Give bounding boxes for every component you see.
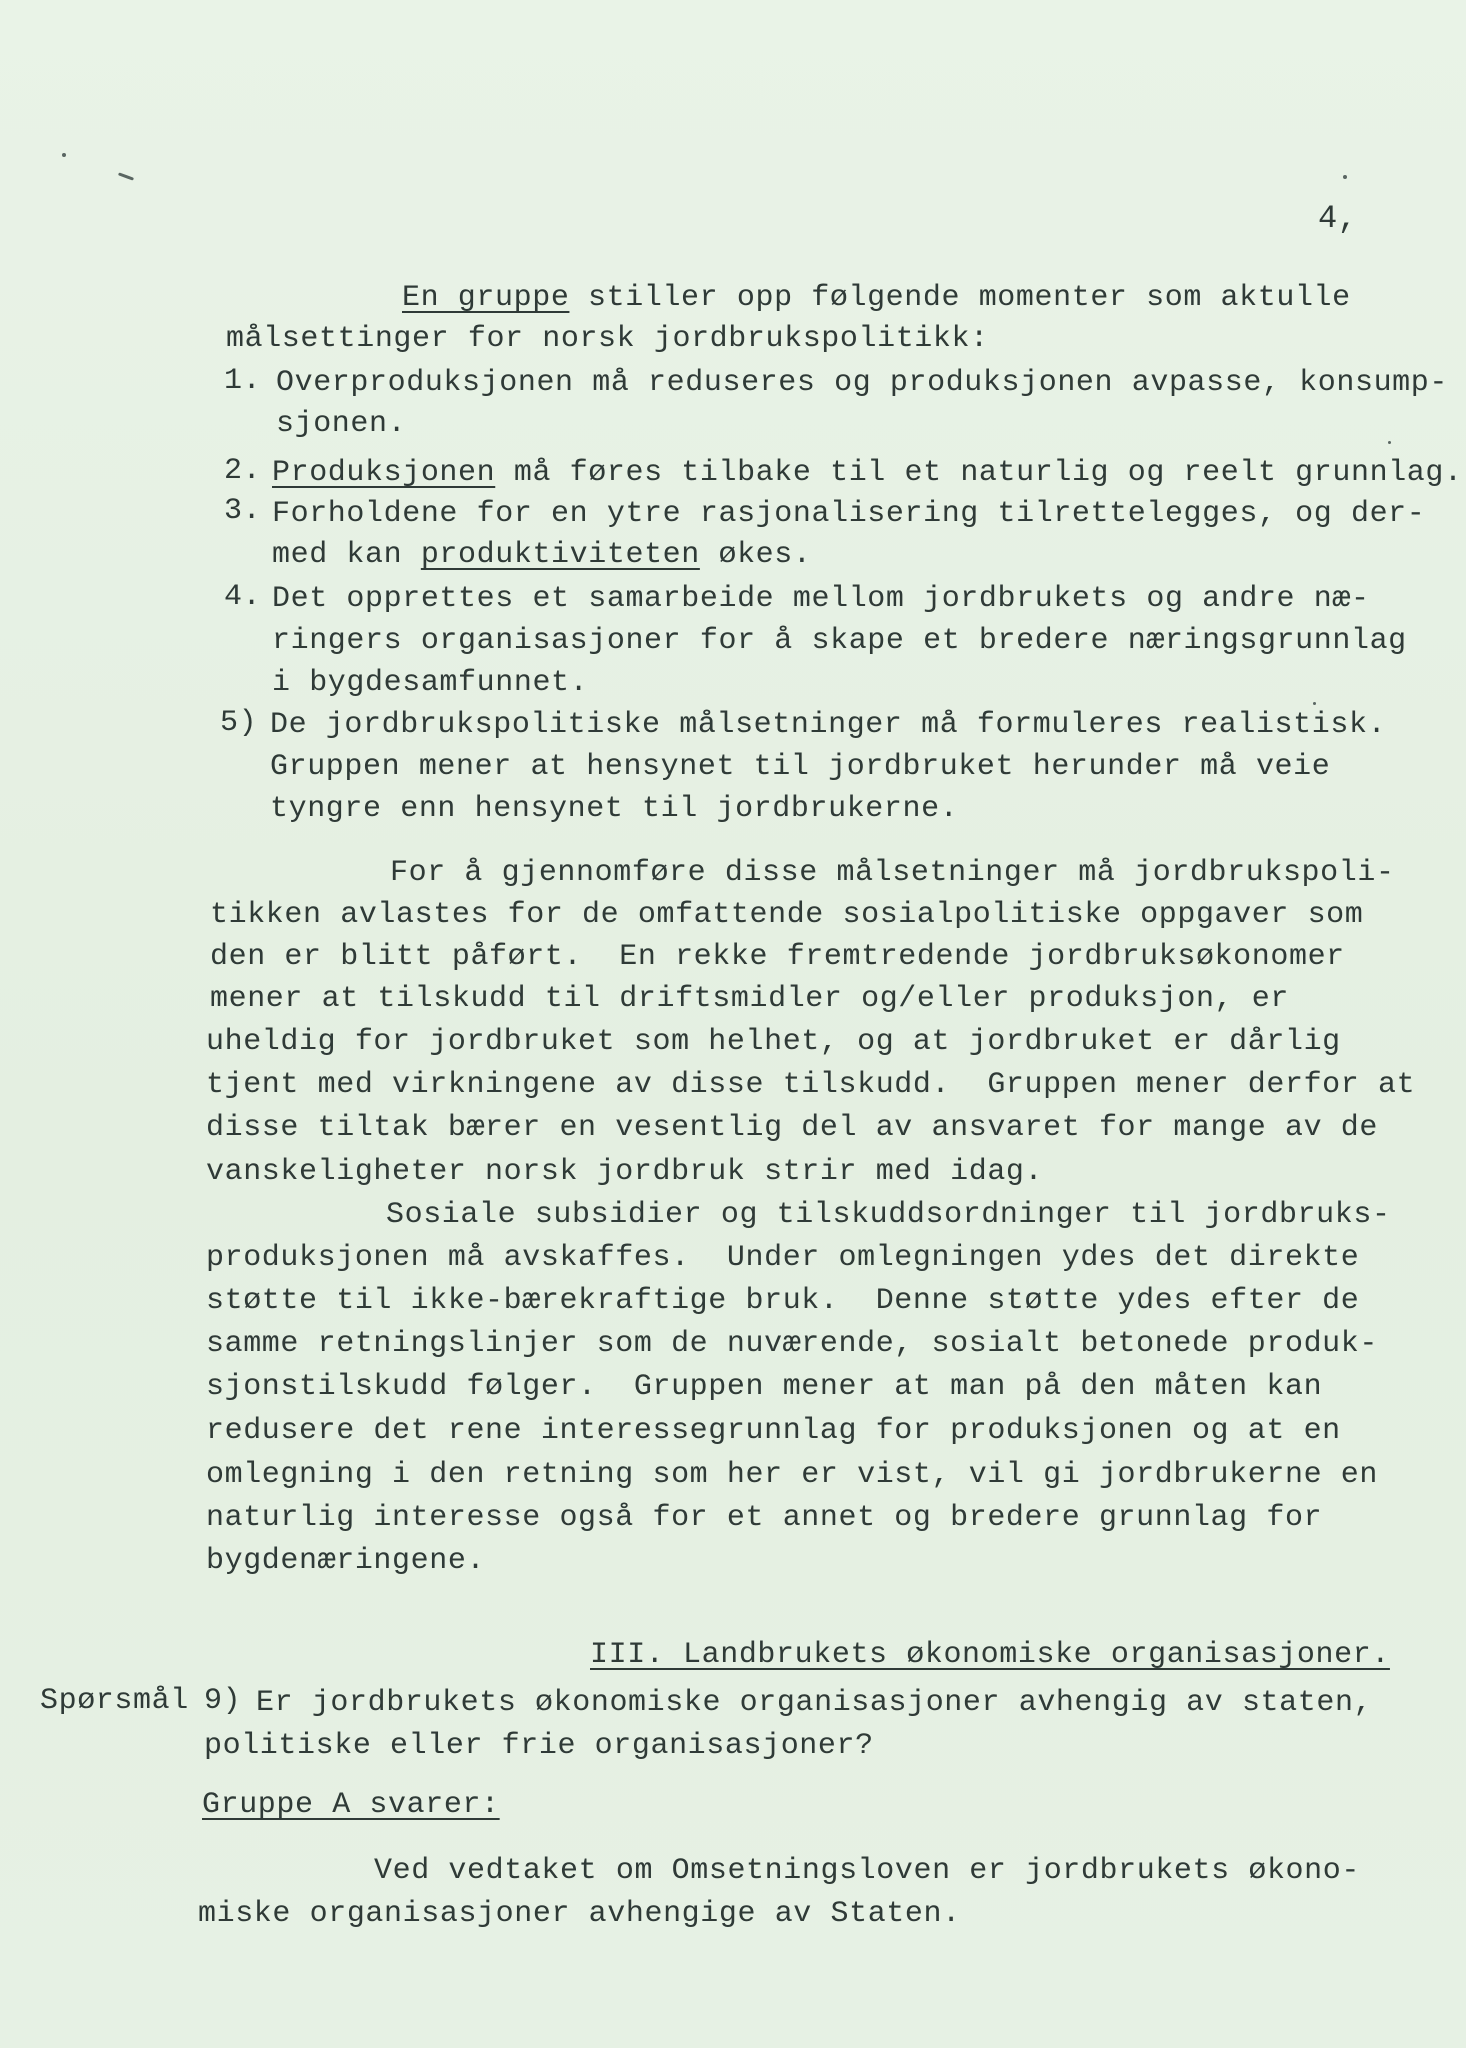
scan-speck (118, 172, 134, 180)
list-item-4-line-3: i bygdesamfunnet. (272, 666, 589, 700)
paragraph-1-line-1: For å gjennomføre disse målsetninger må jordbrukspoli- (390, 856, 1395, 890)
paragraph-2-line-3: støtte til ikke-bærekraftige bruk. Denne støtte ydes efter de (206, 1284, 1360, 1318)
list-item-2-line-1 (272, 458, 1463, 488)
paragraph-1-line-5: uheldig for jordbruket som helhet, og at jordbruket er dårlig (206, 1025, 1341, 1059)
page-number: 4, (1318, 200, 1358, 237)
answer-line-2: miske organisasjoner avhengige av Staten. (198, 1897, 961, 1931)
list-item-3-line-2 (272, 540, 812, 570)
list-item-3-prefix: med kan (272, 538, 421, 572)
paragraph-2-line-1: Sosiale subsidier og tilskuddsordninger til jordbruks- (386, 1198, 1391, 1232)
scan-speck (1388, 441, 1391, 444)
list-item-2-underlined: Produksjonen (272, 456, 496, 490)
paragraph-2-line-7: omlegning i den retning som her er vist, vil gi jordbrukerne en (206, 1458, 1378, 1492)
answer-heading: Gruppe A svarer: (202, 1788, 500, 1822)
intro-line-1-rest: stiller opp følgende momenter som aktulle (569, 281, 1351, 315)
list-item-5-line-1: De jordbrukspolitiske målsetninger må formuleres realistisk. (270, 708, 1387, 742)
list-item-1-number: 1. (224, 364, 262, 398)
list-item-5-line-3: tyngre enn hensynet til jordbrukerne. (270, 792, 959, 826)
paragraph-2-line-8: naturlig interesse også for et annet og bredere grunnlag for (206, 1501, 1323, 1535)
intro-line-1 (402, 283, 1351, 313)
paragraph-1-line-8: vanskeligheter norsk jordbruk strir med idag. (206, 1155, 1044, 1189)
list-item-4-number: 4. (224, 580, 262, 614)
question-line-1: Er jordbrukets økonomiske organisasjoner avhengig av staten, (256, 1686, 1373, 1720)
intro-line-2: målsettinger for norsk jordbrukspolitikk: (226, 322, 989, 356)
question-number: 9) (204, 1684, 242, 1718)
question-label: Spørsmål (40, 1684, 189, 1718)
paragraph-1-line-6: tjent med virkningene av disse tilskudd. Gruppen mener derfor at (206, 1068, 1416, 1102)
intro-underlined: En gruppe (402, 281, 570, 315)
list-item-2-number: 2. (224, 454, 262, 488)
paragraph-2-line-6: redusere det rene interessegrunnlag for produksjonen og at en (206, 1414, 1341, 1448)
list-item-3-suffix: økes. (699, 538, 812, 572)
paragraph-1-line-2: tikken avlastes for de omfattende sosialpolitiske oppgaver som (210, 898, 1364, 932)
list-item-2-rest: må føres tilbake til et naturlig og reelt grunnlag. (495, 456, 1463, 490)
question-line-2: politiske eller frie organisasjoner? (204, 1729, 874, 1763)
paragraph-1-line-3: den er blitt påført. En rekke fremtredende jordbruksøkonomer (210, 940, 1345, 974)
scan-speck (1313, 702, 1316, 705)
section-heading: III. Landbrukets økonomiske organisasjoner. (590, 1638, 1390, 1672)
list-item-4-line-2: ringers organisasjoner for å skape et bredere næringsgrunnlag (272, 624, 1407, 658)
list-item-3-underlined: produktiviteten (420, 538, 700, 572)
list-item-1-line-1: Overproduksjonen må reduseres og produksjonen avpasse, konsump- (276, 366, 1448, 400)
answer-line-1: Ved vedtaket om Omsetningsloven er jordbrukets økono- (374, 1854, 1360, 1888)
list-item-5-number: 5) (220, 706, 258, 740)
scan-speck (1343, 175, 1347, 179)
list-item-3-number: 3. (224, 494, 262, 528)
list-item-4-line-1: Det opprettes et samarbeide mellom jordbrukets og andre næ- (272, 582, 1370, 616)
paragraph-2-line-4: samme retningslinjer som de nuværende, sosialt betonede produk- (206, 1327, 1378, 1361)
list-item-5-line-2: Gruppen mener at hensynet til jordbruket herunder må veie (270, 750, 1331, 784)
paragraph-2-line-9: bygdenæringene. (206, 1544, 486, 1578)
scan-speck (62, 153, 66, 157)
paragraph-1-line-4: mener at tilskudd til driftsmidler og/eller produksjon, er (210, 982, 1289, 1016)
paragraph-2-line-5: sjonstilskudd følger. Gruppen mener at man på den måten kan (206, 1370, 1323, 1404)
paragraph-1-line-7: disse tiltak bærer en vesentlig del av ansvaret for mange av de (206, 1111, 1378, 1145)
paragraph-2-line-2: produksjonen må avskaffes. Under omlegningen ydes det direkte (206, 1241, 1360, 1275)
list-item-3-line-1: Forholdene for en ytre rasjonalisering tilrettelegges, og der- (272, 497, 1426, 531)
list-item-1-line-2: sjonen. (276, 407, 407, 441)
